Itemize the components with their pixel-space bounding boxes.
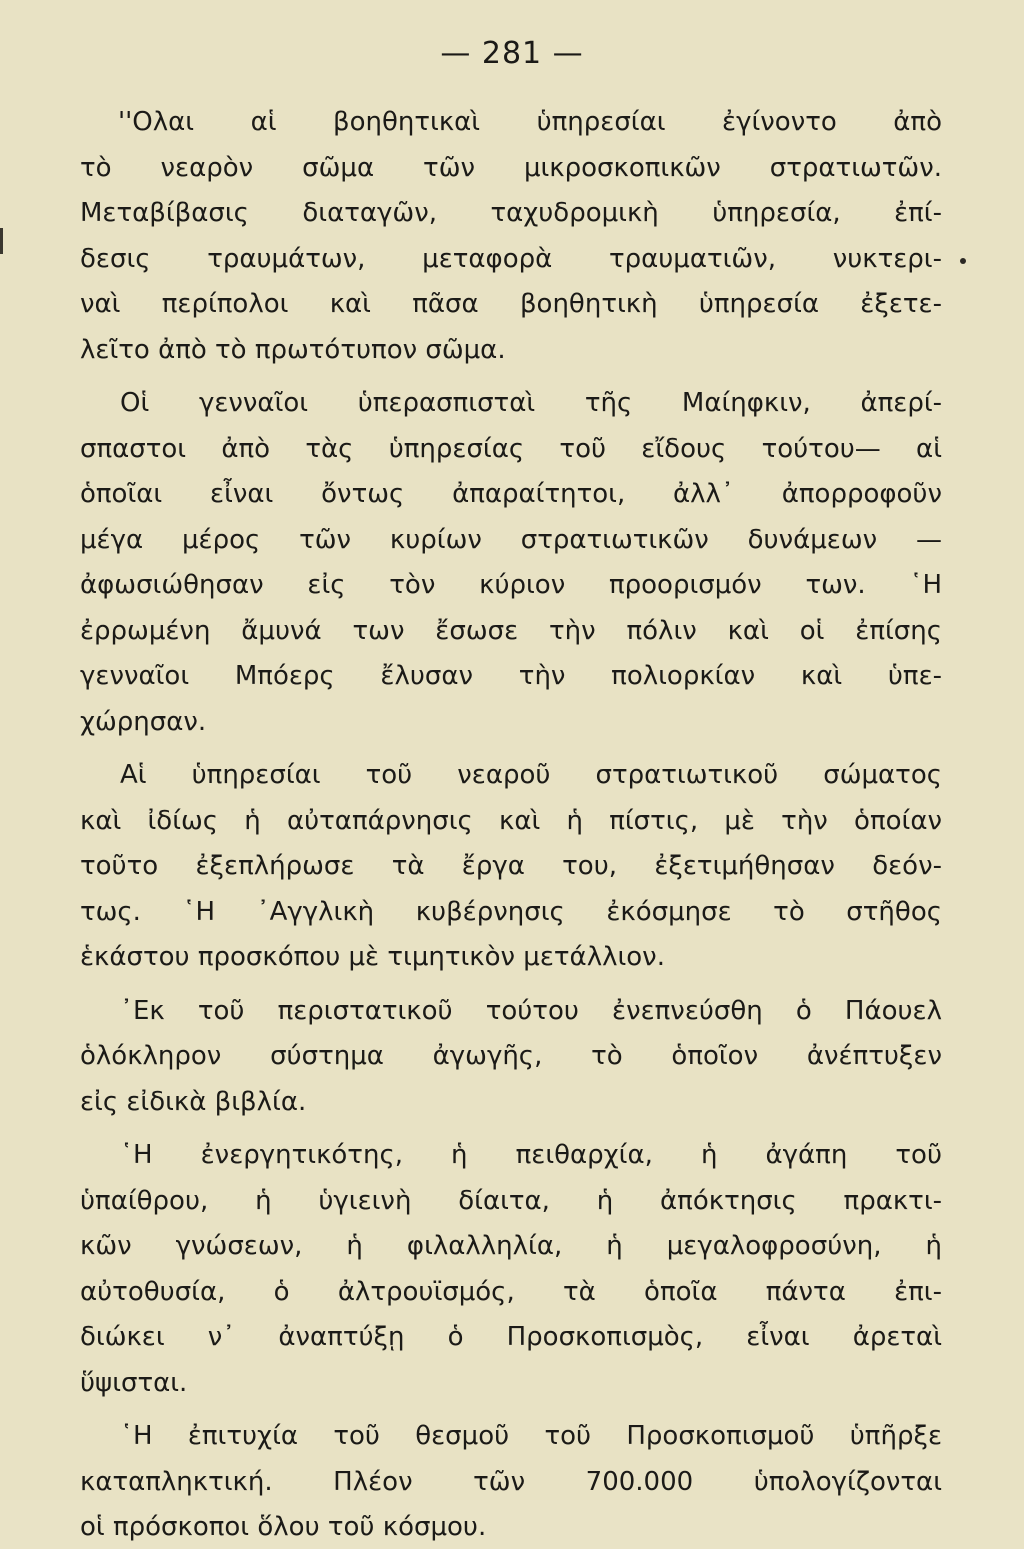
text-line: ἑκάστου προσκόπου μὲ τιμητικὸν μετάλλιον.	[80, 942, 665, 972]
text-line: ἐρρωμένη ἄμυνά των ἔσωσε τὴν πόλιν καὶ οἱ ἐπίσης	[80, 615, 942, 646]
text-line: καὶ ἰδίως ἡ αὐταπάρνησις καὶ ἡ πίστις, μὲ τὴν ὁποίαν	[80, 805, 942, 836]
text-line: τὸ νεαρὸν σῶμα τῶν μικροσκοπικῶν στρατιωτῶν.	[80, 152, 942, 183]
text-line: διώκει ν᾿ ἀναπτύξῃ ὁ Προσκοπισμὸς, εἶναι ἀρεταὶ	[80, 1322, 942, 1352]
text-line: δεσις τραυμάτων, μεταφορὰ τραυματιῶν, νυκτερι-	[80, 243, 942, 274]
text-line: ἀφωσιώθησαν εἰς τὸν κύριον προορισμόν των. ῾Η	[80, 570, 942, 600]
text-line: τοῦτο ἐξεπλήρωσε τὰ ἔργα του, ἐξετιμήθησαν δεόν-	[80, 851, 942, 881]
text-line: ''Ολαι αἱ βοηθητικαὶ ὑπηρεσίαι ἐγίνοντο ἀπὸ	[118, 107, 942, 137]
text-line: χώρησαν.	[80, 706, 207, 737]
text-line: γενναῖοι Μπόερς ἔλυσαν τὴν πολιορκίαν καὶ ὑπε-	[80, 661, 942, 691]
text-line: ὁλόκληρον σύστημα ἀγωγῆς, τὸ ὁποῖον ἀνέπτυξεν	[80, 1041, 942, 1071]
text-line: σπαστοι ἀπὸ τὰς ὑπηρεσίας τοῦ εἴδους τούτου— αἱ	[80, 433, 942, 464]
text-line: τως. ῾Η ᾿Αγγλικὴ κυβέρνησις ἐκόσμησε τὸ στῆθος	[80, 896, 942, 927]
text-line: λεῖτο ἀπὸ τὸ πρωτότυπον σῶμα.	[80, 334, 506, 365]
text-line: ὑπαίθρου, ἡ ὑγιεινὴ δίαιτα, ἡ ἀπόκτησις πρακτι-	[80, 1185, 942, 1216]
text-line: οἱ πρόσκοποι ὅλου τοῦ κόσμου.	[80, 1512, 487, 1542]
text-line: αὐτοθυσία, ὁ ἀλτρουϊσμός, τὰ ὁποῖα πάντα ἐπι-	[80, 1276, 942, 1307]
text-line: εἰς εἰδικὰ βιβλία.	[80, 1086, 307, 1117]
text-line: κῶν γνώσεων, ἡ φιλαλληλία, ἡ μεγαλοφροσύνη, ἡ	[80, 1231, 942, 1261]
text-line: ῾Η ἐπιτυχία τοῦ θεσμοῦ τοῦ Προσκοπισμοῦ ὑπῆρξε	[120, 1421, 942, 1451]
margin-mark	[960, 258, 966, 264]
text-line: Αἱ ὑπηρεσίαι τοῦ νεαροῦ στρατιωτικοῦ σώματος	[120, 760, 942, 790]
text-line: μέγα μέρος τῶν κυρίων στρατιωτικῶν δυνάμεων —	[80, 524, 942, 555]
text-line: καταπληκτική. Πλέον τῶν 700.000 ὑπολογίζονται	[80, 1466, 942, 1497]
text-line: ναὶ περίπολοι καὶ πᾶσα βοηθητικὴ ὑπηρεσία ἐξετε-	[80, 289, 942, 319]
text-line: ὕψισται.	[80, 1367, 188, 1398]
text-line: Μεταβίβασις διαταγῶν, ταχυδρομικὴ ὑπηρεσία, ἐπί-	[80, 198, 942, 228]
text-line: ᾿Εκ τοῦ περιστατικοῦ τούτου ἐνεπνεύσθη ὁ Πάουελ	[120, 995, 942, 1026]
binding-edge-mark	[0, 228, 3, 254]
text-line: ὁποῖαι εἶναι ὄντως ἀπαραίτητοι, ἀλλ᾿ ἀπορροφοῦν	[80, 479, 942, 509]
text-line: Οἱ γενναῖοι ὑπερασπισταὶ τῆς Μαίηφκιν, ἀπερί-	[120, 388, 942, 418]
page-number: — 281 —	[440, 36, 584, 71]
text-line: ῾Η ἐνεργητικότης, ἡ πειθαρχία, ἡ ἀγάπη τοῦ	[120, 1140, 942, 1170]
